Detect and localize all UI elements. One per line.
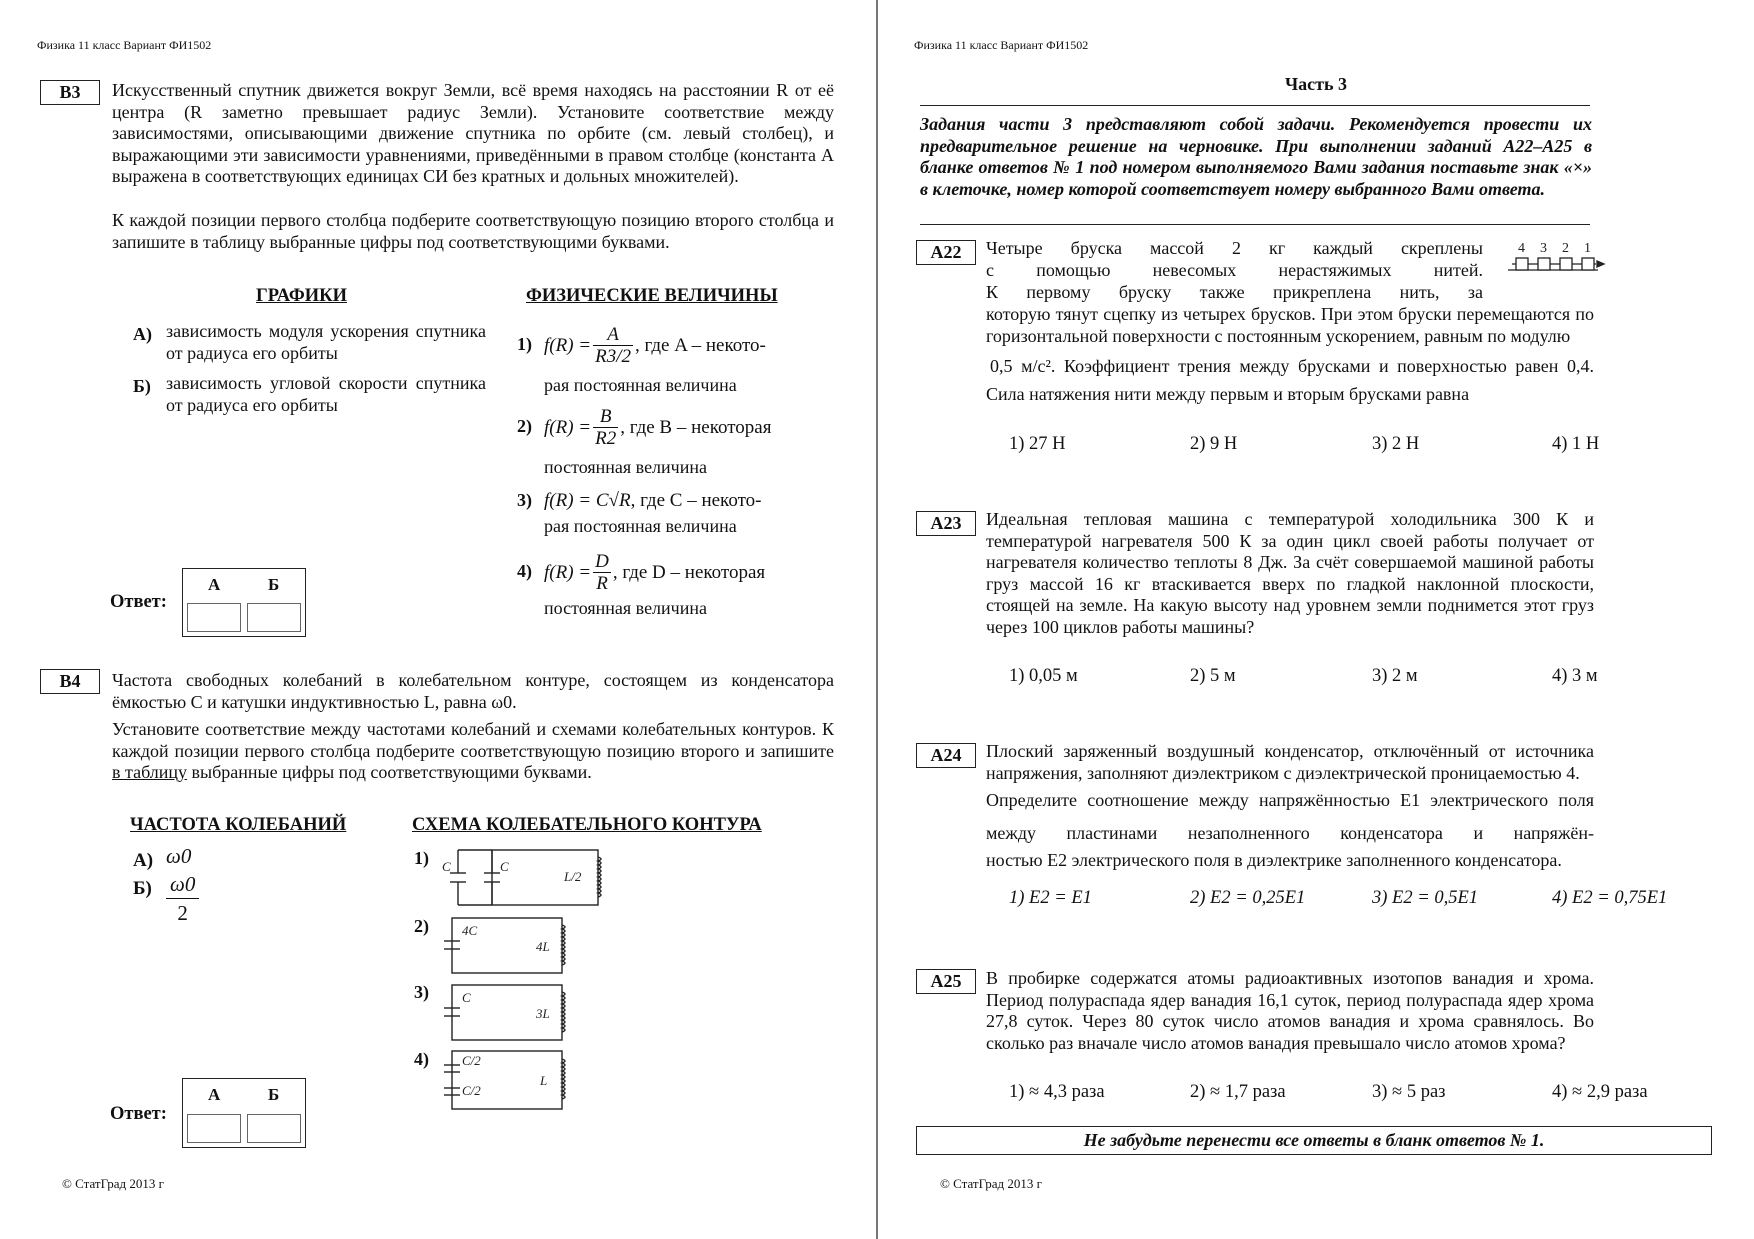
b4-answer-label: Ответ: xyxy=(110,1104,167,1124)
b4-answer-cell-a[interactable] xyxy=(187,1114,241,1143)
circuit4-c2-label: C/2 xyxy=(462,1083,481,1098)
b3-opt1-num: 1) xyxy=(517,334,532,354)
b3-instruction: К каждой позиции первого столбца подберите соответствующую позицию второго столбца и запишите в таблицу выбранные цифры под соответствующими буквами. xyxy=(112,210,834,252)
a24-option-4[interactable]: 4) E2 = 0,75E1 xyxy=(1552,888,1668,908)
task-tag-a25: A25 xyxy=(916,969,976,994)
a23-option-1[interactable]: 1) 0,05 м xyxy=(1009,666,1078,686)
a23-text: Идеальная тепловая машина с температурой холодильника 300 К и температурой нагревателя 500 К за один цикл своей работы получает от нагревателя количество теплоты 8 Дж. За счёт совершаемой машиной работы груз массой 16 кг втаскивается вверх по гладкой наклонной плоскости, стоящей на земле. На какую высоту над уровнем земли поднимется этот груз через 100 циклов работы машины? xyxy=(986,509,1594,637)
right-page xyxy=(878,0,1754,1239)
a23-option-2[interactable]: 2) 5 м xyxy=(1190,666,1236,686)
b4-circuit1-num: 1) xyxy=(414,848,429,868)
a22-blocks-diagram xyxy=(1508,238,1606,278)
b4-text2: Установите соответствие между частотами колебаний и схемами колебательных контуров. К каждой позиции первого столбца подберите соответствующую позицию второго и запишите в таблицу выбранные цифры под соответствующими буквами. xyxy=(112,719,834,782)
a25-text: В пробирке содержатся атомы радиоактивных изотопов ванадия и хрома. Период полураспада ядер ванадия 16,1 суток, период полураспада ядер хрома 27,8 суток. Через 80 суток число атомов ванадия и хрома сравнялось. Во сколько раз вначале число атомов ванадия превышало число атомов хрома? xyxy=(986,968,1594,1053)
b3-item-a-letter: А) xyxy=(133,324,152,344)
a24-option-3[interactable]: 3) E2 = 0,5E1 xyxy=(1372,888,1478,908)
part-title: Часть 3 xyxy=(1284,74,1348,94)
b3-opt2-cont: постоянная величина xyxy=(544,457,707,477)
page-header: Физика 11 класс Вариант ФИ1502 xyxy=(914,38,1089,52)
task-tag-b3: B3 xyxy=(40,80,100,105)
a24-text2: Определите соотношение между напряжённостью E1 электрического поля xyxy=(986,790,1594,810)
a25-option-4[interactable]: 4) ≈ 2,9 раза xyxy=(1552,1082,1648,1102)
page-footer: © СтатГрад 2013 г xyxy=(940,1176,1042,1191)
task-tag-a23: A23 xyxy=(916,511,976,536)
b4-text1: Частота свободных колебаний в колебательном контуре, состоящем из конденсатора ёмкостью C и катушки индуктивностью L, равна ω0. xyxy=(112,670,834,712)
a22-rest: которую тянут сцепку из четырех брусков. При этом бруски перемещаются по горизонтальной поверхности с постоянным ускорением, равным по модулю xyxy=(986,304,1594,346)
b4-item-a: ω0 xyxy=(166,844,192,868)
a23-option-3[interactable]: 3) 2 м xyxy=(1372,666,1418,686)
b3-opt3-cont: рая постоянная величина xyxy=(544,516,737,536)
a24-option-2[interactable]: 2) E2 = 0,25E1 xyxy=(1190,888,1306,908)
b4-circuit-diagrams xyxy=(440,845,610,1115)
a22-option-4[interactable]: 4) 1 Н xyxy=(1552,434,1600,454)
task-tag-a24: A24 xyxy=(916,743,976,768)
a22-option-1[interactable]: 1) 27 Н xyxy=(1009,434,1066,454)
task-tag-b4: B4 xyxy=(40,669,100,694)
b3-opt4-num: 4) xyxy=(517,561,532,581)
b3-opt2: f(R) = $\frac{B}{R2}$ , где B – некоторая xyxy=(544,405,772,449)
b3-answer-cell-a[interactable] xyxy=(187,603,241,632)
b3-item-a: зависимость модуля ускорения спутника от радиуса его орбиты xyxy=(166,321,486,363)
b3-opt3: f(R) = C√R, где C – некото- xyxy=(544,490,762,511)
b3-col2-title: ФИЗИЧЕСКИЕ ВЕЛИЧИНЫ xyxy=(526,286,778,306)
reminder-box: Не забудьте перенести все ответы в бланк ответов № 1. xyxy=(916,1126,1712,1155)
b3-col1-title: ГРАФИКИ xyxy=(256,286,347,306)
a22-line1: Четыре бруска массой 2 кг каждый скреплены xyxy=(986,238,1483,258)
b3-item-b-letter: Б) xyxy=(133,376,151,396)
circuit1-c2-label: C xyxy=(500,859,509,874)
b4-item-b: $\frac{\omega 0}{2}$ xyxy=(164,874,201,924)
a23-option-4[interactable]: 4) 3 м xyxy=(1552,666,1598,686)
b3-opt1-lhs: f(R) = xyxy=(544,334,592,356)
a22-acc-line: 0,5 м/с². Коэффициент трения между брусками и поверхностью равен 0,4. xyxy=(990,356,1594,376)
block-label-3: 3 xyxy=(1540,241,1547,256)
circuit2-c-label: 4C xyxy=(462,923,478,938)
intro-top-rule xyxy=(920,105,1590,106)
b3-opt1-cont: рая постоянная величина xyxy=(544,375,737,395)
b3-opt1-rest: , где A – некото- xyxy=(635,334,766,356)
b4-circuit3-num: 3) xyxy=(414,982,429,1002)
circuit1-c-label: C xyxy=(442,859,451,874)
b3-opt4: f(R) = $\frac{D}{R}$ , где D – некоторая xyxy=(544,550,766,594)
a22-option-2[interactable]: 2) 9 Н xyxy=(1190,434,1238,454)
b3-text: Искусственный спутник движется вокруг Земли, всё время находясь на расстоянии R от её центра (R заметно превышает радиус Земли). Установите соответствие между зависимостями, описывающими движение спутника по орбите (см. левый столбец), и выражающими эти зависимости уравнениями, приведёнными в правом столбце (константа A выражена в соответствующих единицах СИ без кратных и дольных множителей). xyxy=(112,80,834,186)
part-intro: Задания части 3 представляют собой задачи. Рекомендуется провести их предварительное решение на черновике. При выполнении заданий А22–А25 в бланке ответов № 1 под номером выполняемого Вами задания поставьте знак «×» в клеточке, номер которой соответствует номеру выбранного Вами ответа. xyxy=(920,114,1592,199)
b3-opt4-cont: постоянная величина xyxy=(544,598,707,618)
page-header: Физика 11 класс Вариант ФИ1502 xyxy=(37,38,212,52)
page-footer: © СтатГрад 2013 г xyxy=(62,1176,164,1191)
b4-answer-cell-b[interactable] xyxy=(247,1114,301,1143)
b4-col1-title: ЧАСТОТА КОЛЕБАНИЙ xyxy=(130,815,347,835)
circuit2-l-label: 4L xyxy=(536,939,550,954)
circuit3-c-label: C xyxy=(462,990,471,1005)
block-label-2: 2 xyxy=(1562,241,1569,256)
b3-item-b: зависимость угловой скорости спутника от радиуса его орбиты xyxy=(166,373,486,415)
circuit3-l-label: 3L xyxy=(536,1006,550,1021)
intro-bottom-rule xyxy=(920,224,1590,225)
a24-text1: Плоский заряженный воздушный конденсатор, отключённый от источника напряжения, заполняют диэлектриком с диэлектрической проницаемостью 4. xyxy=(986,741,1594,783)
b3-answer-label: Ответ: xyxy=(110,592,167,612)
b4-answer-table: А Б xyxy=(182,1078,306,1148)
a22-line3: К первому бруску также прикреплена нить, за xyxy=(986,282,1483,302)
a25-option-3[interactable]: 3) ≈ 5 раз xyxy=(1372,1082,1446,1102)
b3-opt1-frac: $\frac{A}{R3/2}$ xyxy=(595,323,632,367)
a24-text3: между пластинами незаполненного конденсатора и напряжён- xyxy=(986,823,1594,843)
circuit4-l-label: L xyxy=(540,1073,548,1088)
block-label-4: 4 xyxy=(1518,241,1525,256)
b3-opt2-frac: $\frac{B}{R2}$ xyxy=(595,405,617,449)
b4-item-b-letter: Б) xyxy=(133,878,152,899)
b3-opt4-frac: $\frac{D}{R}$ xyxy=(595,550,609,594)
a22-last-line: Сила натяжения нити между первым и вторым брусками равна xyxy=(986,384,1470,404)
b3-answer-cell-b[interactable] xyxy=(247,603,301,632)
block-label-1: 1 xyxy=(1584,241,1591,256)
task-tag-a22: A22 xyxy=(916,240,976,265)
b4-circuit2-num: 2) xyxy=(414,916,429,936)
a25-option-2[interactable]: 2) ≈ 1,7 раза xyxy=(1190,1082,1286,1102)
b3-answer-table: А Б xyxy=(182,568,306,637)
b4-col2-title: СХЕМА КОЛЕБАТЕЛЬНОГО КОНТУРА xyxy=(412,815,762,835)
b3-opt2-num: 2) xyxy=(517,416,532,436)
circuit4-c-label: C/2 xyxy=(462,1053,481,1068)
b4-item-a-letter: А) xyxy=(133,850,154,871)
a24-text4: ностью E2 электрического поля в диэлектрике заполненного конденсатора. xyxy=(986,850,1562,870)
a24-option-1[interactable]: 1) E2 = E1 xyxy=(1009,888,1092,908)
a25-option-1[interactable]: 1) ≈ 4,3 раза xyxy=(1009,1082,1105,1102)
circuit1-l-label: L/2 xyxy=(564,869,582,884)
b3-opt3-num: 3) xyxy=(517,490,532,510)
b3-opt1 xyxy=(544,318,844,372)
b4-circuit4-num: 4) xyxy=(414,1049,429,1069)
a22-option-3[interactable]: 3) 2 Н xyxy=(1372,434,1420,454)
a22-line2: с помощью невесомых нерастяжимых нитей. xyxy=(986,260,1483,280)
